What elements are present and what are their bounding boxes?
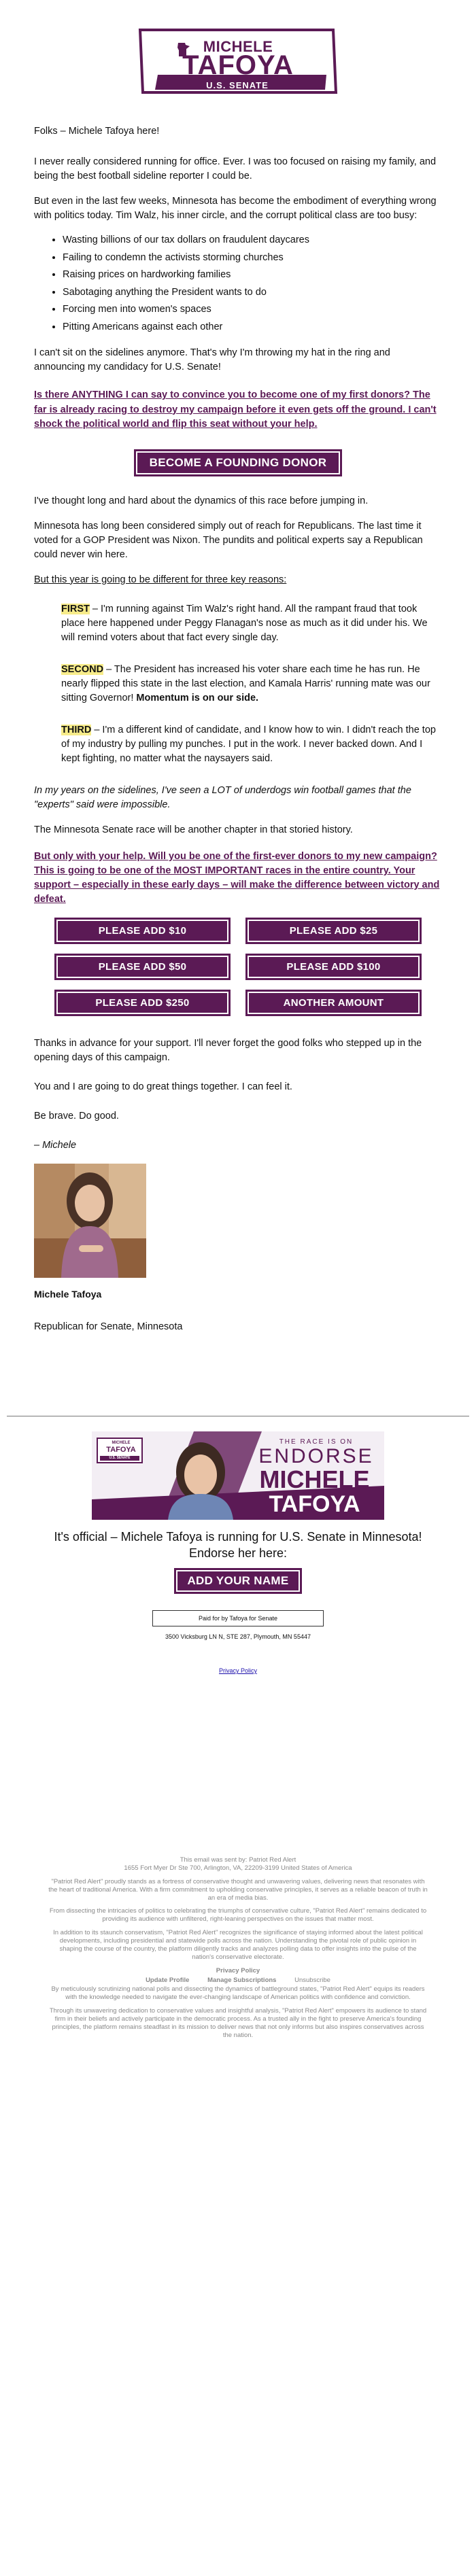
candidate-portrait (34, 1164, 146, 1278)
logo-header (34, 0, 442, 99)
letter-body (34, 124, 442, 1334)
reason-first (61, 602, 437, 645)
paragraph: The Minnesota Senate race will be another chapter in that storied history. (34, 824, 353, 835)
reason-second (61, 663, 437, 706)
list-item: • Sabotaging anything the President wants to do (63, 286, 442, 300)
endorse-caption: It's official – Michele Tafoya is running for U.S. Senate in Minnesota! Endorse her here: (54, 1530, 422, 1560)
email-body (34, 0, 442, 2040)
reason-label: THIRD (61, 724, 92, 735)
paragraph: Be brave. Do good. (34, 1110, 119, 1121)
donate-25-button[interactable] (245, 918, 422, 944)
signature-name: Michele Tafoya (34, 1288, 102, 1300)
button-label: PLEASE ADD $100 (248, 956, 420, 978)
paragraph: I've thought long and hard about the dynamics of this race before jumping in. (34, 495, 369, 506)
logo-first-name: MICHELE (203, 38, 273, 55)
banner-logo-office: U.S. SENATE (109, 1456, 131, 1461)
banner-name-first: MICHELE (259, 1465, 370, 1494)
button-label: PLEASE ADD $10 (56, 920, 228, 942)
endorse-cta (34, 1568, 442, 1594)
button-label: ANOTHER AMOUNT (248, 992, 420, 1014)
button-label: BECOME A FOUNDING DONOR (136, 451, 341, 474)
update-profile-link[interactable]: Update Profile (146, 1976, 190, 1984)
logo-last-name: TAFOYA (182, 50, 294, 80)
campaign-logo[interactable] (136, 27, 340, 95)
signature-title: Republican for Senate, Minnesota (34, 1321, 183, 1333)
reasons-intro: But this year is going to be different for three key reasons: (34, 574, 287, 585)
reason-text: – I'm a different kind of candidate, and I know how to win. I didn't reach the top of my industry by pulling my punches. I put in the work. I never backed down. And I kept fighting, no matter what the naysayers said. (61, 724, 436, 764)
paragraph: But even in the last few weeks, Minnesota has become the embodiment of everything wrong with politics today. Tim Walz, his inner circle, and the corrupt political class are too busy: (34, 196, 437, 222)
donate-50-button[interactable] (54, 954, 231, 980)
list-item: • Failing to condemn the activists storming churches (63, 251, 442, 265)
reason-third (61, 723, 437, 766)
donate-other-amount-button[interactable] (245, 990, 422, 1016)
paragraph: – Michele (34, 1139, 77, 1151)
manage-subscriptions-link[interactable]: Manage Subscriptions (207, 1976, 277, 1984)
reason-label: FIRST (61, 603, 90, 614)
footer-sender-address: 1655 Fort Myer Dr Ste 700, Arlington, VA, 22209-3199 United States of America (124, 1864, 352, 1872)
footer-paragraph: Through its unwavering dedication to conservative values and insightful analysis, "Patriot Red Alert" empowers its audience to stand firm in their beliefs and actively participate in the democratic process. As a trusted ally in the fight to preserve America's founding principles, the platform remains steadfast in its mission to deliver news that not only informs but also inspires conservatives across the nation. (49, 2007, 427, 2039)
donate-link-convince[interactable]: Is there ANYTHING I can say to convince you to become one of my first donors? The far is already racing to destroy my campaign before it even gets off the ground. I can't shock the political world and flip this seat without your help. (34, 389, 437, 430)
donate-10-button[interactable] (54, 918, 231, 944)
paragraph: Minnesota has long been considered simply out of reach for Republicans. The last time it voted for a GOP President was Nixon. The pundits and political experts say a Republican could never win here. (34, 520, 423, 560)
paragraph: Thanks in advance for your support. I'll never forget the good folks who stepped up in the opening days of this campaign. (34, 1037, 422, 1063)
donate-link-help[interactable]: But only with your help. Will you be one of the first-ever donors to my new campaign? This is going to be one of the MOST IMPORTANT races in the entire country. Your support – especially in these early days – will make the difference between victory and defeat. (34, 850, 440, 905)
footer-paragraph: By meticulously scrutinizing national polls and dissecting the dynamics of battleground states, "Patriot Red Alert" equips its readers with the knowledge needed to navigate the ever-changing landscape of American politics with confidence and conviction. (51, 1985, 425, 2002)
list-item: • Raising prices on hardworking families (63, 268, 442, 282)
founding-donor-button[interactable] (134, 449, 343, 476)
list-item: • Forcing men into women's spaces (63, 303, 442, 317)
reason-label: SECOND (61, 663, 104, 675)
logo-office: U.S. SENATE (206, 80, 269, 90)
portrait-image (34, 1164, 146, 1278)
list-item: • Pitting Americans against each other (63, 321, 442, 334)
button-label: ADD YOUR NAME (176, 1570, 299, 1592)
list-item: • Wasting billions of our tax dollars on fraudulent daycares (63, 234, 442, 247)
paragraph: You and I are going to do great things together. I can feel it. (34, 1081, 292, 1092)
greeting: Folks – Michele Tafoya here! (34, 126, 160, 137)
footer-paragraph: In addition to its staunch conservatism, "Patriot Red Alert" recognizes the significance of staying informed about the latest political developments, including presidential and statewide polls across the nation. Understanding the pivotal role of public opinion in shaping the course of the country, the platform diligently tracks and analyzes polling data to offer insights into the pulse of the nation's conservative electorate. (53, 1929, 423, 1961)
donate-100-button[interactable] (245, 954, 422, 980)
reasons-block (34, 602, 442, 766)
unsubscribe-link[interactable]: Unsubscribe (294, 1976, 330, 1984)
privacy-policy-link[interactable]: Privacy Policy (218, 1667, 257, 1675)
banner-kicker: THE RACE IS ON (279, 1438, 354, 1446)
footer-paragraph: "Patriot Red Alert" proudly stands as a fortress of conservative thought and unwavering values, delivering news that resonates with the heart of traditional America. With a firm commitment to upholding conservative principles, it serves as a reliable beacon of truth in an era of media bias. (48, 1877, 428, 1902)
footer-paragraph: From dissecting the intricacies of politics to celebrating the triumphs of conservative culture, "Patriot Red Alert" remains dedicated to providing its audience with unfiltered, right-leaning perspectives on the issues that matter most. (49, 1907, 427, 1924)
paragraph: I can't sit on the sidelines anymore. That's why I'm throwing my hat in the ring and announcing my candidacy for U.S. Senate! (34, 347, 390, 373)
issues-list (34, 234, 442, 334)
banner-endorse: ENDORSE (258, 1445, 374, 1468)
donate-250-button[interactable] (54, 990, 231, 1016)
reason-text: – The President has increased his voter share each time he has run. He nearly flipped this state in the last election, and Kamala Harris' running mate was our sitting Governor! (61, 663, 430, 703)
paid-for-box: Paid for by Tafoya for Senate (152, 1610, 324, 1626)
reason-emphasis: Momentum is on our side. (136, 692, 259, 703)
banner-logo-last: TAFOYA (106, 1446, 136, 1455)
email-footer (34, 1856, 442, 2040)
button-label: PLEASE ADD $50 (56, 956, 228, 978)
footer-privacy-link[interactable]: Privacy Policy (216, 1966, 260, 1974)
endorse-banner[interactable] (92, 1431, 384, 1520)
reason-text: – I'm running against Tim Walz's right hand. All the rampant fraud that took place here happened under Peggy Flanagan's nose as much as it did under his. We will remind voters about that fact every single day. (61, 603, 428, 643)
button-label: PLEASE ADD $250 (56, 992, 228, 1014)
banner-name-last: TAFOYA (269, 1491, 360, 1518)
add-your-name-button[interactable] (174, 1568, 301, 1594)
paragraph: In my years on the sidelines, I've seen a LOT of underdogs win football games that the "experts" said were impossible. (34, 784, 411, 810)
footer-sent-by: This email was sent by: Patriot Red Alert (180, 1856, 296, 1864)
banner-logo-first: MICHELE (112, 1441, 131, 1446)
donate-button-grid (34, 918, 442, 1016)
paragraph: I never really considered running for office. Ever. I was too focused on raising my family, and being the best football sideline reporter I could be. (34, 156, 437, 182)
footer-links (48, 1977, 428, 1985)
button-label: PLEASE ADD $25 (248, 920, 420, 942)
campaign-address: 3500 Vicksburg LN N, STE 287, Plymouth, MN 55447 (165, 1633, 311, 1641)
founding-donor-cta (34, 449, 442, 476)
